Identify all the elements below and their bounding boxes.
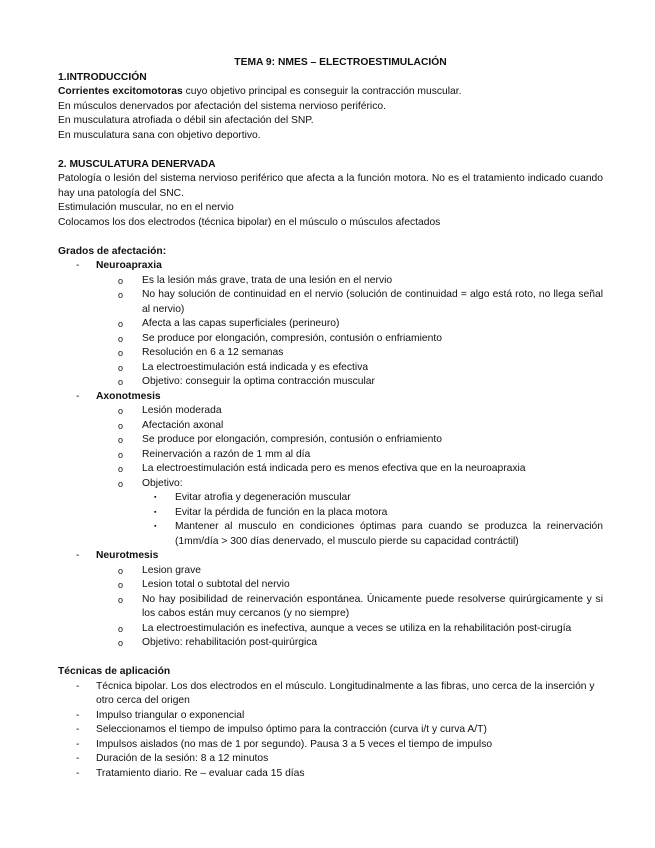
- circle-bullet: o: [118, 362, 124, 373]
- list-item: o La electroestimulación es inefectiva, aunque a veces se utiliza en la rehabilitación post-cirugía: [58, 622, 603, 637]
- list-item: o Objetivo:: [58, 477, 603, 492]
- list-item: o Objetivo: conseguir la optima contracción muscular: [58, 375, 603, 390]
- square-bullet: ▪: [154, 508, 157, 516]
- dash-bullet: -: [76, 753, 80, 764]
- denervada-paragraph: Colocamos los dos electrodos (técnica bipolar) en el músculo o músculos afectados: [58, 216, 441, 228]
- denervada-paragraph: Estimulación muscular, no en el nervio: [58, 202, 234, 213]
- grados-list: [58, 549, 603, 564]
- denervada-heading: 2. MUSCULATURA DENERVADA: [58, 158, 216, 170]
- list-item: o No hay solución de continuidad en el nervio (solución de continuidad = algo está roto, no llega señal al nervio): [118, 289, 603, 315]
- list-item: o Lesión moderada: [58, 404, 603, 419]
- square-bullet: ▪: [154, 523, 157, 530]
- list-item: - Impulsos aislados (no mas de 1 por segundo). Pausa 3 a 5 veces el tiempo de impulso: [58, 738, 603, 753]
- dash-bullet: -: [76, 738, 80, 750]
- list-item: ▪ Evitar atrofia y degeneración muscular: [58, 491, 603, 506]
- list-item: o Reinervación a razón de 1 mm al día: [58, 448, 603, 463]
- list-item: o Lesion total o subtotal del nervio: [58, 578, 603, 593]
- circle-bullet: o: [118, 290, 124, 300]
- list-item: - Impulso triangular o exponencial: [58, 709, 603, 724]
- dash-bullet: -: [76, 767, 80, 779]
- square-bullet: ▪: [154, 494, 157, 501]
- list-item: o No hay posibilidad de reinervación espontánea. Únicamente puede resolverse quirúrgicamente y si los cabos están muy cercanos (y no siempre): [118, 593, 603, 619]
- dash-bullet: -: [76, 724, 80, 735]
- document-title: TEMA 9: NMES – ELECTROESTIMULACIÓN: [234, 57, 447, 68]
- dash-bullet: -: [76, 390, 80, 402]
- list-item: o Se produce por elongación, compresión, contusión o enfriamiento: [58, 332, 603, 347]
- list-item: - Tratamiento diario. Re – evaluar cada 15 días: [58, 767, 603, 782]
- grado-label: Axonotmesis: [96, 390, 161, 402]
- list-item: o Es la lesión más grave, trata de una lesión en el nervio: [58, 274, 603, 289]
- grados-heading: Grados de afectación:: [58, 245, 167, 257]
- intro-line: En musculatura atrofiada o débil sin afectación del SNP.: [58, 115, 314, 126]
- neurotmesis-sublist: [58, 564, 603, 651]
- list-item: ▪ Evitar la pérdida de función en la placa motora: [58, 506, 603, 521]
- list-item: - Técnica bipolar. Los dos electrodos en el músculo. Longitudinalmente a las fibras, uno cerca de la inserción y otro cerca del origen: [76, 680, 595, 706]
- list-item: o La electroestimulación está indicada pero es menos efectiva que en la neuroapraxia: [58, 462, 603, 477]
- objetivos-sublist: [58, 491, 603, 549]
- axonotmesis-sublist: [58, 404, 603, 491]
- dash-bullet: -: [76, 709, 80, 721]
- neuroapraxia-sublist: [58, 274, 603, 390]
- circle-bullet: o: [118, 420, 124, 431]
- circle-bullet: o: [118, 435, 124, 445]
- circle-bullet: o: [118, 565, 124, 576]
- circle-bullet: o: [118, 580, 124, 590]
- grado-label: Neuroapraxia: [96, 260, 162, 271]
- document-page: [58, 56, 603, 781]
- grados-list: [58, 390, 603, 405]
- grados-list: [58, 259, 603, 274]
- list-item: o Afectación axonal: [58, 419, 603, 434]
- circle-bullet: o: [118, 319, 124, 329]
- dash-bullet: -: [76, 550, 80, 561]
- circle-bullet: o: [118, 348, 124, 358]
- tecnicas-list: [58, 680, 603, 782]
- intro-lead-rest: cuyo objetivo principal es conseguir la contracción muscular.: [182, 86, 462, 97]
- list-item: - Duración de la sesión: 8 a 12 minutos: [58, 752, 603, 767]
- tecnicas-heading: Técnicas de aplicación: [58, 666, 171, 677]
- list-item: o Objetivo: rehabilitación post-quirúrgica: [58, 636, 603, 651]
- circle-bullet: o: [118, 406, 124, 416]
- intro-bold-lead: Corrientes excitomotoras: [58, 86, 183, 97]
- intro-line: En músculos denervados por afectación del sistema nervioso periférico.: [58, 100, 386, 112]
- circle-bullet: o: [118, 594, 124, 605]
- list-item: o Se produce por elongación, compresión, contusión o enfriamiento: [58, 433, 603, 448]
- circle-bullet: o: [118, 623, 124, 634]
- list-item: o Resolución en 6 a 12 semanas: [58, 346, 603, 361]
- circle-bullet: o: [118, 377, 124, 387]
- circle-bullet: o: [118, 333, 124, 344]
- grado-item: [58, 259, 603, 274]
- grado-item: [58, 390, 603, 405]
- intro-heading: 1.INTRODUCCIÓN: [58, 71, 147, 83]
- list-item: o La electroestimulación está indicada y es efectiva: [58, 361, 603, 376]
- dash-bullet: -: [76, 680, 80, 692]
- circle-bullet: o: [118, 638, 124, 648]
- circle-bullet: o: [118, 275, 124, 286]
- list-item: o Afecta a las capas superficiales (perineuro): [58, 317, 603, 332]
- circle-bullet: o: [118, 464, 124, 474]
- list-item: ▪ Mantener al musculo en condiciones óptimas para cuando se produzca la reinervación (1mm/día > 300 días denervado, el musculo pierde su capacidad contráctil): [154, 521, 603, 547]
- circle-bullet: o: [118, 478, 124, 489]
- denervada-paragraph: Patología o lesión del sistema nervioso periférico que afecta a la función motora. No es el tratamiento indicado cuando hay una patología del SNC.: [58, 173, 603, 199]
- list-item: o Lesion grave: [58, 564, 603, 579]
- intro-lead: [58, 85, 603, 100]
- list-item: - Seleccionamos el tiempo de impulso óptimo para la contracción (curva i/t y curva A/T): [58, 723, 603, 738]
- circle-bullet: o: [118, 449, 124, 460]
- grado-label: Neurotmesis: [96, 550, 159, 561]
- intro-line: En musculatura sana con objetivo deportivo.: [58, 129, 261, 141]
- grado-item: [58, 549, 603, 564]
- dash-bullet: -: [76, 260, 80, 271]
